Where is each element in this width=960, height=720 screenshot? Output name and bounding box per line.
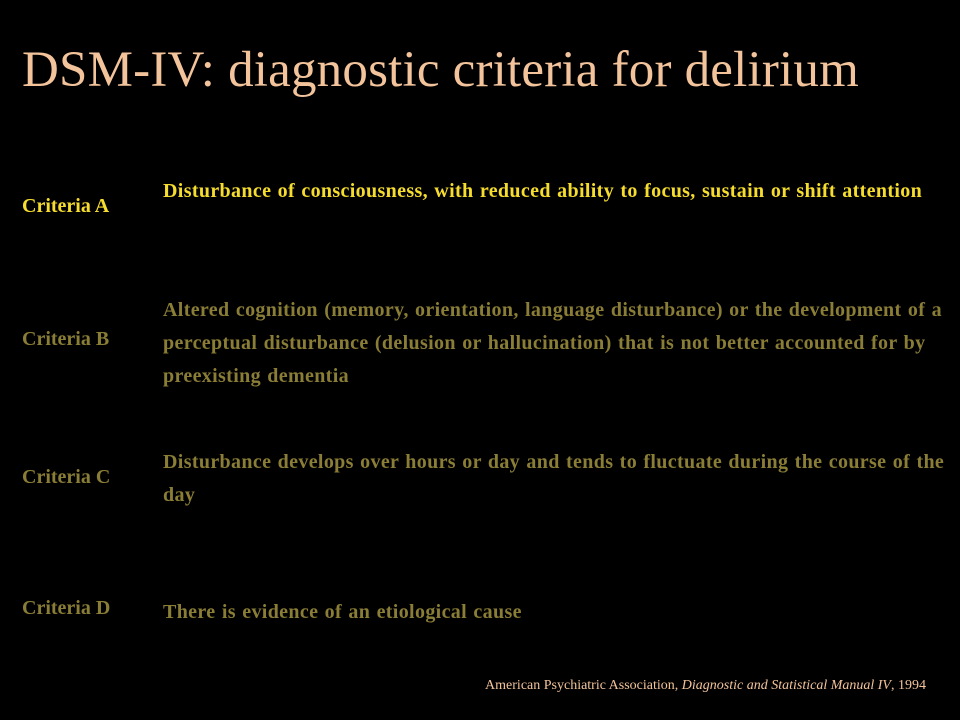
- criteria-c-text: Disturbance develops over hours or day and tends to fluctuate during the course of the day: [163, 451, 945, 506]
- citation-author: American Psychiatric Association,: [485, 678, 682, 693]
- criteria-d-label: Criteria D: [22, 597, 111, 619]
- citation-year: , 1994: [891, 678, 926, 693]
- slide-title: DSM-IV: diagnostic criteria for delirium: [22, 42, 859, 98]
- citation: [485, 678, 926, 694]
- criteria-a-text: Disturbance of consciousness, with reduced ability to focus, sustain or shift attention: [163, 180, 923, 202]
- criteria-c-label: Criteria C: [22, 466, 111, 488]
- criteria-a-label: Criteria A: [22, 195, 110, 217]
- citation-work: Diagnostic and Statistical Manual IV: [681, 678, 891, 693]
- criteria-b-label: Criteria B: [22, 328, 110, 350]
- criteria-d-text: There is evidence of an etiological cause: [163, 601, 522, 623]
- criteria-b-text: Altered cognition (memory, orientation, language disturbance) or the development of a perceptual disturbance (delusion or hallucination) that is not better accounted for by preexisting dementia: [163, 299, 942, 387]
